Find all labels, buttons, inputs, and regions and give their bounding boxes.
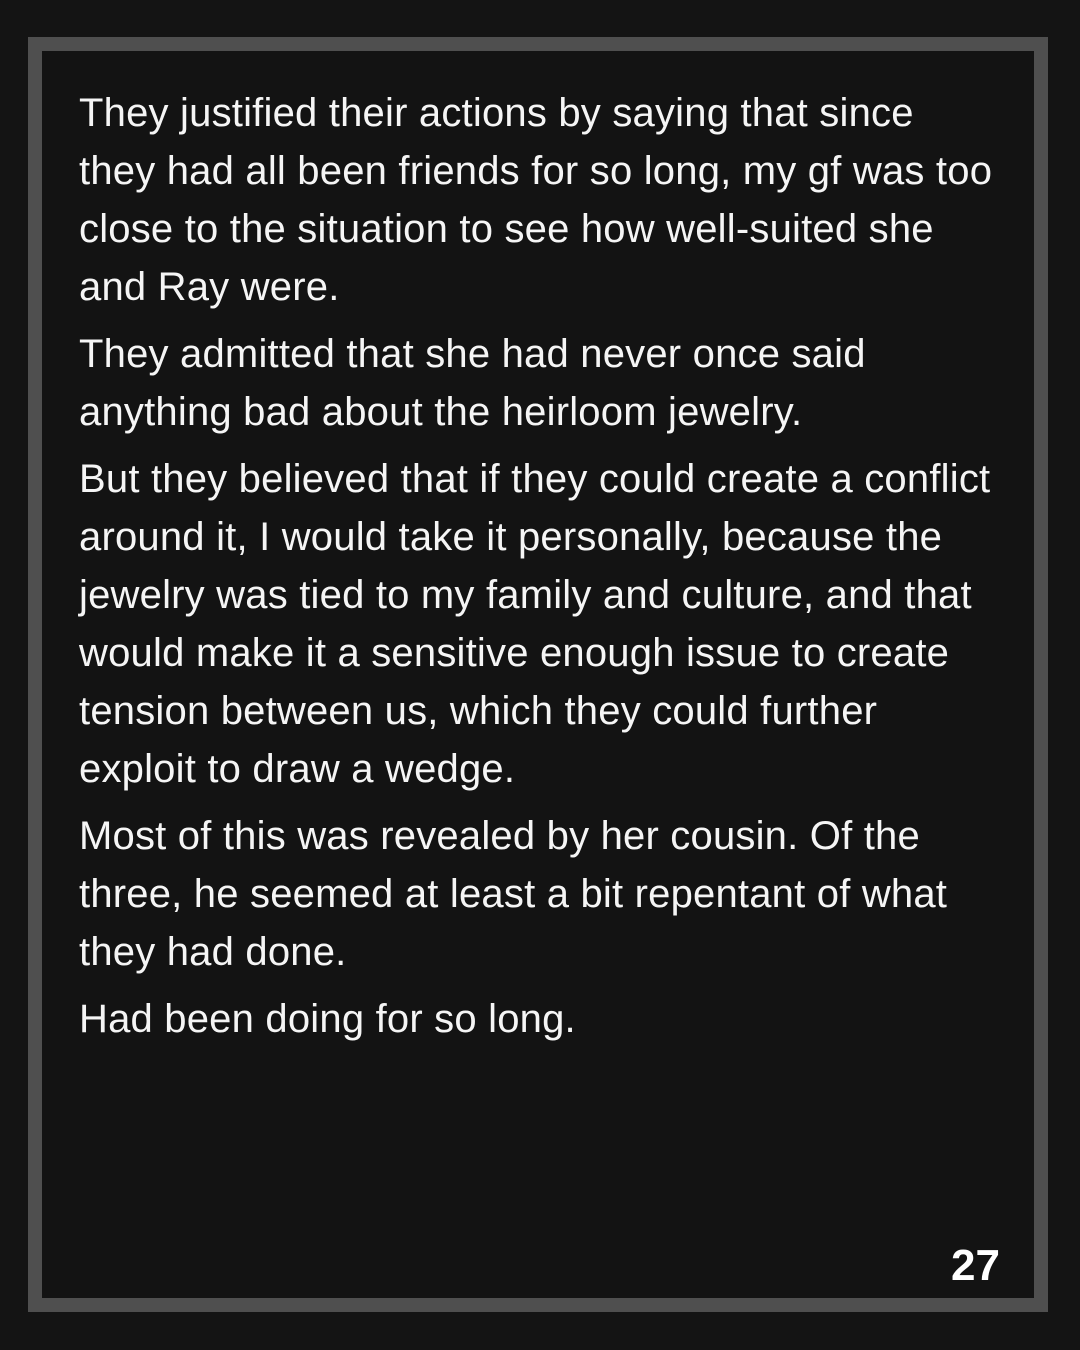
story-paragraph: Most of this was revealed by her cousin. Of the three, he seemed at least a bit repentant of what they had done. (79, 814, 948, 974)
page-number: 27 (951, 1241, 1000, 1290)
story-paragraph: Had been doing for so long. (79, 997, 576, 1041)
story-paragraph: They admitted that she had never once said anything bad about the heirloom jewelry. (79, 332, 866, 434)
story-text-block (42, 51, 1034, 1298)
story-paragraph: They justified their actions by saying that since they had all been friends for so long, my gf was too close to the situation to see how well-suited she and Ray were. (79, 91, 993, 309)
story-page-frame (28, 37, 1048, 1312)
story-paragraph: But they believed that if they could create a conflict around it, I would take it personally, because the jewelry was tied to my family and culture, and that would make it a sensitive enough issue to create tension between us, which they could further exploit to draw a wedge. (79, 457, 991, 791)
